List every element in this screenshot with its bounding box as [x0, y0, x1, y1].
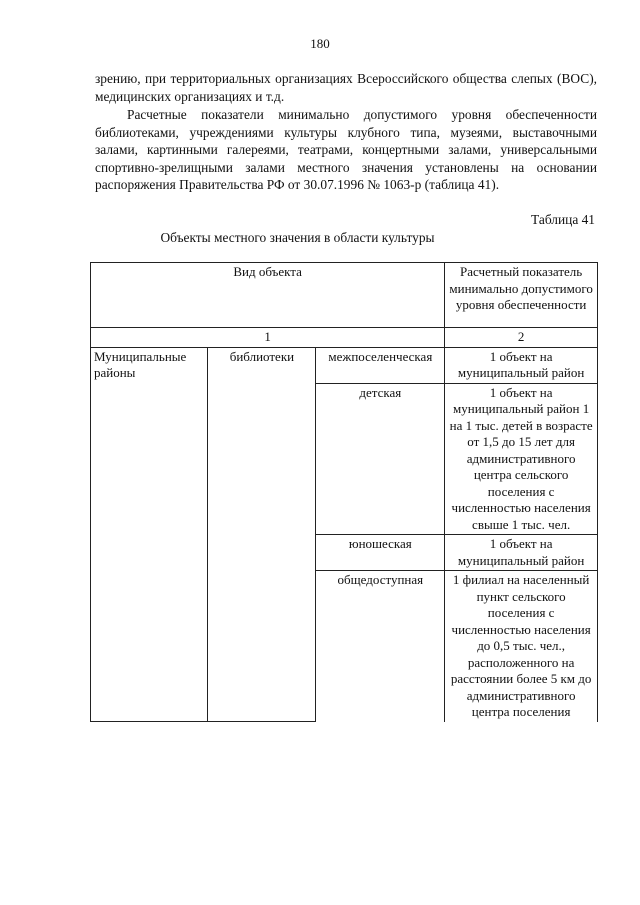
- group-cell: Муниципальные районы: [91, 347, 208, 722]
- paragraph-continuation: зрению, при территориальных организациях Всероссийского общества слепых (ВОС), медицинских организациях и т.д.: [95, 71, 597, 104]
- library-type-cell: юношеская: [316, 535, 445, 571]
- indicator-cell: 1 филиал на населенный пункт сельского поселения с численностью населения до 0,5 тыс. чел., расположенного на расстоянии более 5 км до административного центра поселения: [445, 571, 598, 722]
- subgroup-cell: библиотеки: [208, 347, 316, 722]
- indicator-cell: 1 объект на муниципальный район: [445, 535, 598, 571]
- indicator-cell: 1 объект на муниципальный район 1 на 1 тыс. детей в возрасте от 1,5 до 15 лет для административного центра сельского поселения с численностью населения свыше 1 тыс. чел.: [445, 383, 598, 535]
- library-type-cell: межпоселенческая: [316, 347, 445, 383]
- library-type-cell: детская: [316, 383, 445, 535]
- culture-objects-table: [90, 262, 598, 722]
- table-column-numbers-row: [91, 328, 598, 348]
- table-row: [91, 347, 598, 383]
- indicator-cell: 1 объект на муниципальный район: [445, 347, 598, 383]
- paragraph-indicators: Расчетные показатели минимально допустимого уровня обеспеченности библиотеками, учреждениями культуры клубного типа, музеями, выставочными залами, картинными галереями, театрами, концертными залами, универсальными спортивно-зрелищными залами местного значения установлены на основании распоряжения Правительства РФ от 30.07.1996 № 1063-р (таблица 41).: [95, 107, 597, 193]
- table-title: Объекты местного значения в области культуры: [160, 230, 435, 245]
- library-type-cell: общедоступная: [316, 571, 445, 722]
- table-header-row: [91, 263, 598, 328]
- page-number: 180: [310, 36, 330, 51]
- column-number-1: 1: [91, 328, 445, 348]
- table-label: Таблица 41: [531, 212, 595, 227]
- header-object-type: Вид объекта: [91, 263, 445, 328]
- header-indicator: Расчетный показатель минимально допустимого уровня обеспеченности: [445, 263, 598, 328]
- column-number-2: 2: [445, 328, 598, 348]
